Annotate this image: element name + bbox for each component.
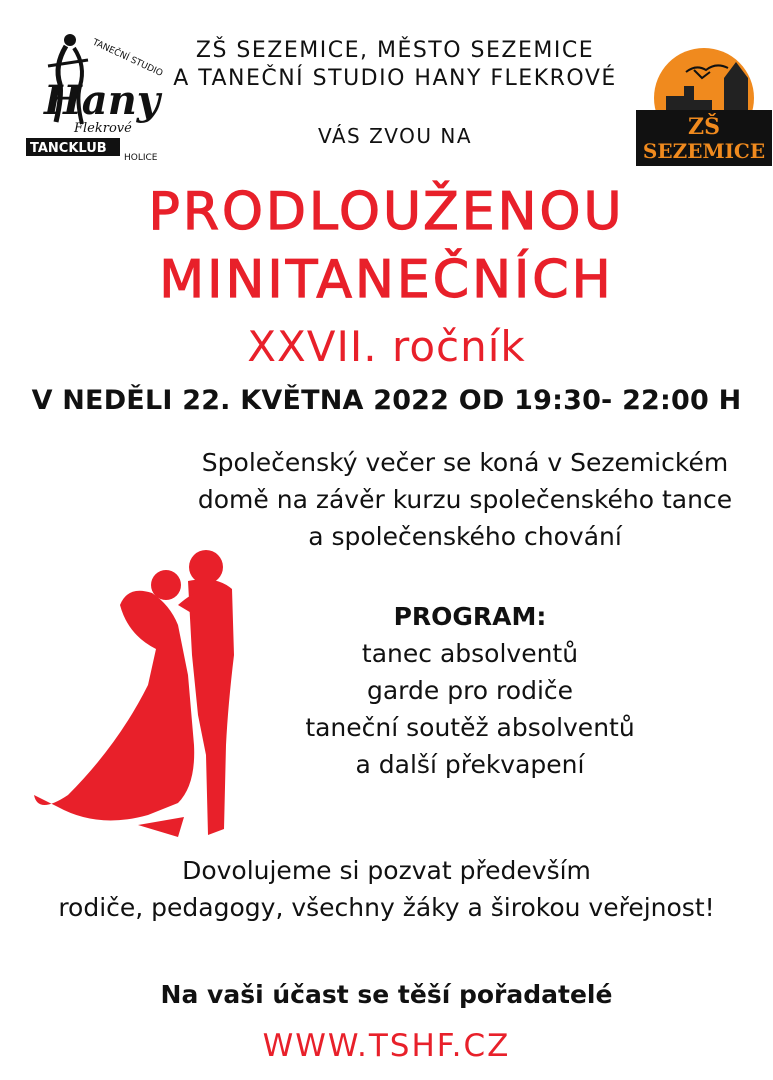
event-title-line-1: PRODLOUŽENOU	[148, 182, 625, 242]
school-logo-graphic	[636, 48, 772, 166]
school-logo-bottom-text: SEZEMICE	[642, 139, 766, 163]
description-line: a společenského chování	[308, 522, 622, 551]
program-section	[250, 598, 690, 783]
dance-studio-logo	[26, 26, 166, 166]
event-description	[150, 444, 773, 555]
logo-arc-text: TANEČNÍ STUDIO	[90, 37, 165, 79]
edition-text: XXVII. ročník	[247, 322, 526, 371]
dance-studio-logo-graphic	[26, 26, 166, 166]
program-item: a další překvapení	[355, 750, 585, 779]
event-title-line-2: MINITANEČNÍCH	[159, 250, 614, 310]
event-date: V NEDĚLI 22. KVĚTNA 2022 OD 19:30- 22:00 H	[31, 385, 742, 416]
organizers-line-2: A TANEČNÍ STUDIO HANY FLEKROVÉ	[173, 66, 617, 91]
logo-city-text: HOLICE	[124, 153, 158, 163]
school-logo-top-text: ZŠ	[688, 114, 720, 140]
organizers-line-1: ZŠ SEZEMICE, MĚSTO SEZEMICE	[195, 38, 595, 63]
invitation-text	[0, 852, 773, 926]
logo-name-text: Hany	[44, 77, 161, 124]
school-logo	[636, 48, 772, 166]
program-item: tanec absolventů	[361, 639, 579, 668]
program-title: PROGRAM:	[393, 602, 547, 631]
logo-subname-text: Flekrové	[74, 121, 132, 136]
description-line: domě na závěr kurzu společenského tance	[197, 485, 733, 514]
program-item: garde pro rodiče	[366, 676, 574, 705]
program-item: taneční soutěž absolventů	[305, 713, 635, 742]
invitation-line: Dovolujeme si pozvat především	[182, 856, 591, 885]
invitation-line: rodiče, pedagogy, všechny žáky a širokou veřejnost!	[58, 893, 715, 922]
website-link[interactable]: WWW.TSHF.CZ	[262, 1028, 511, 1064]
logo-club-text: TANCKLUB	[30, 141, 107, 156]
closing-text: Na vaši účast se těší pořadatelé	[160, 980, 613, 1009]
invite-text: VÁS ZVOU NA	[317, 124, 473, 148]
description-line: Společenský večer se koná v Sezemickém	[201, 448, 729, 477]
